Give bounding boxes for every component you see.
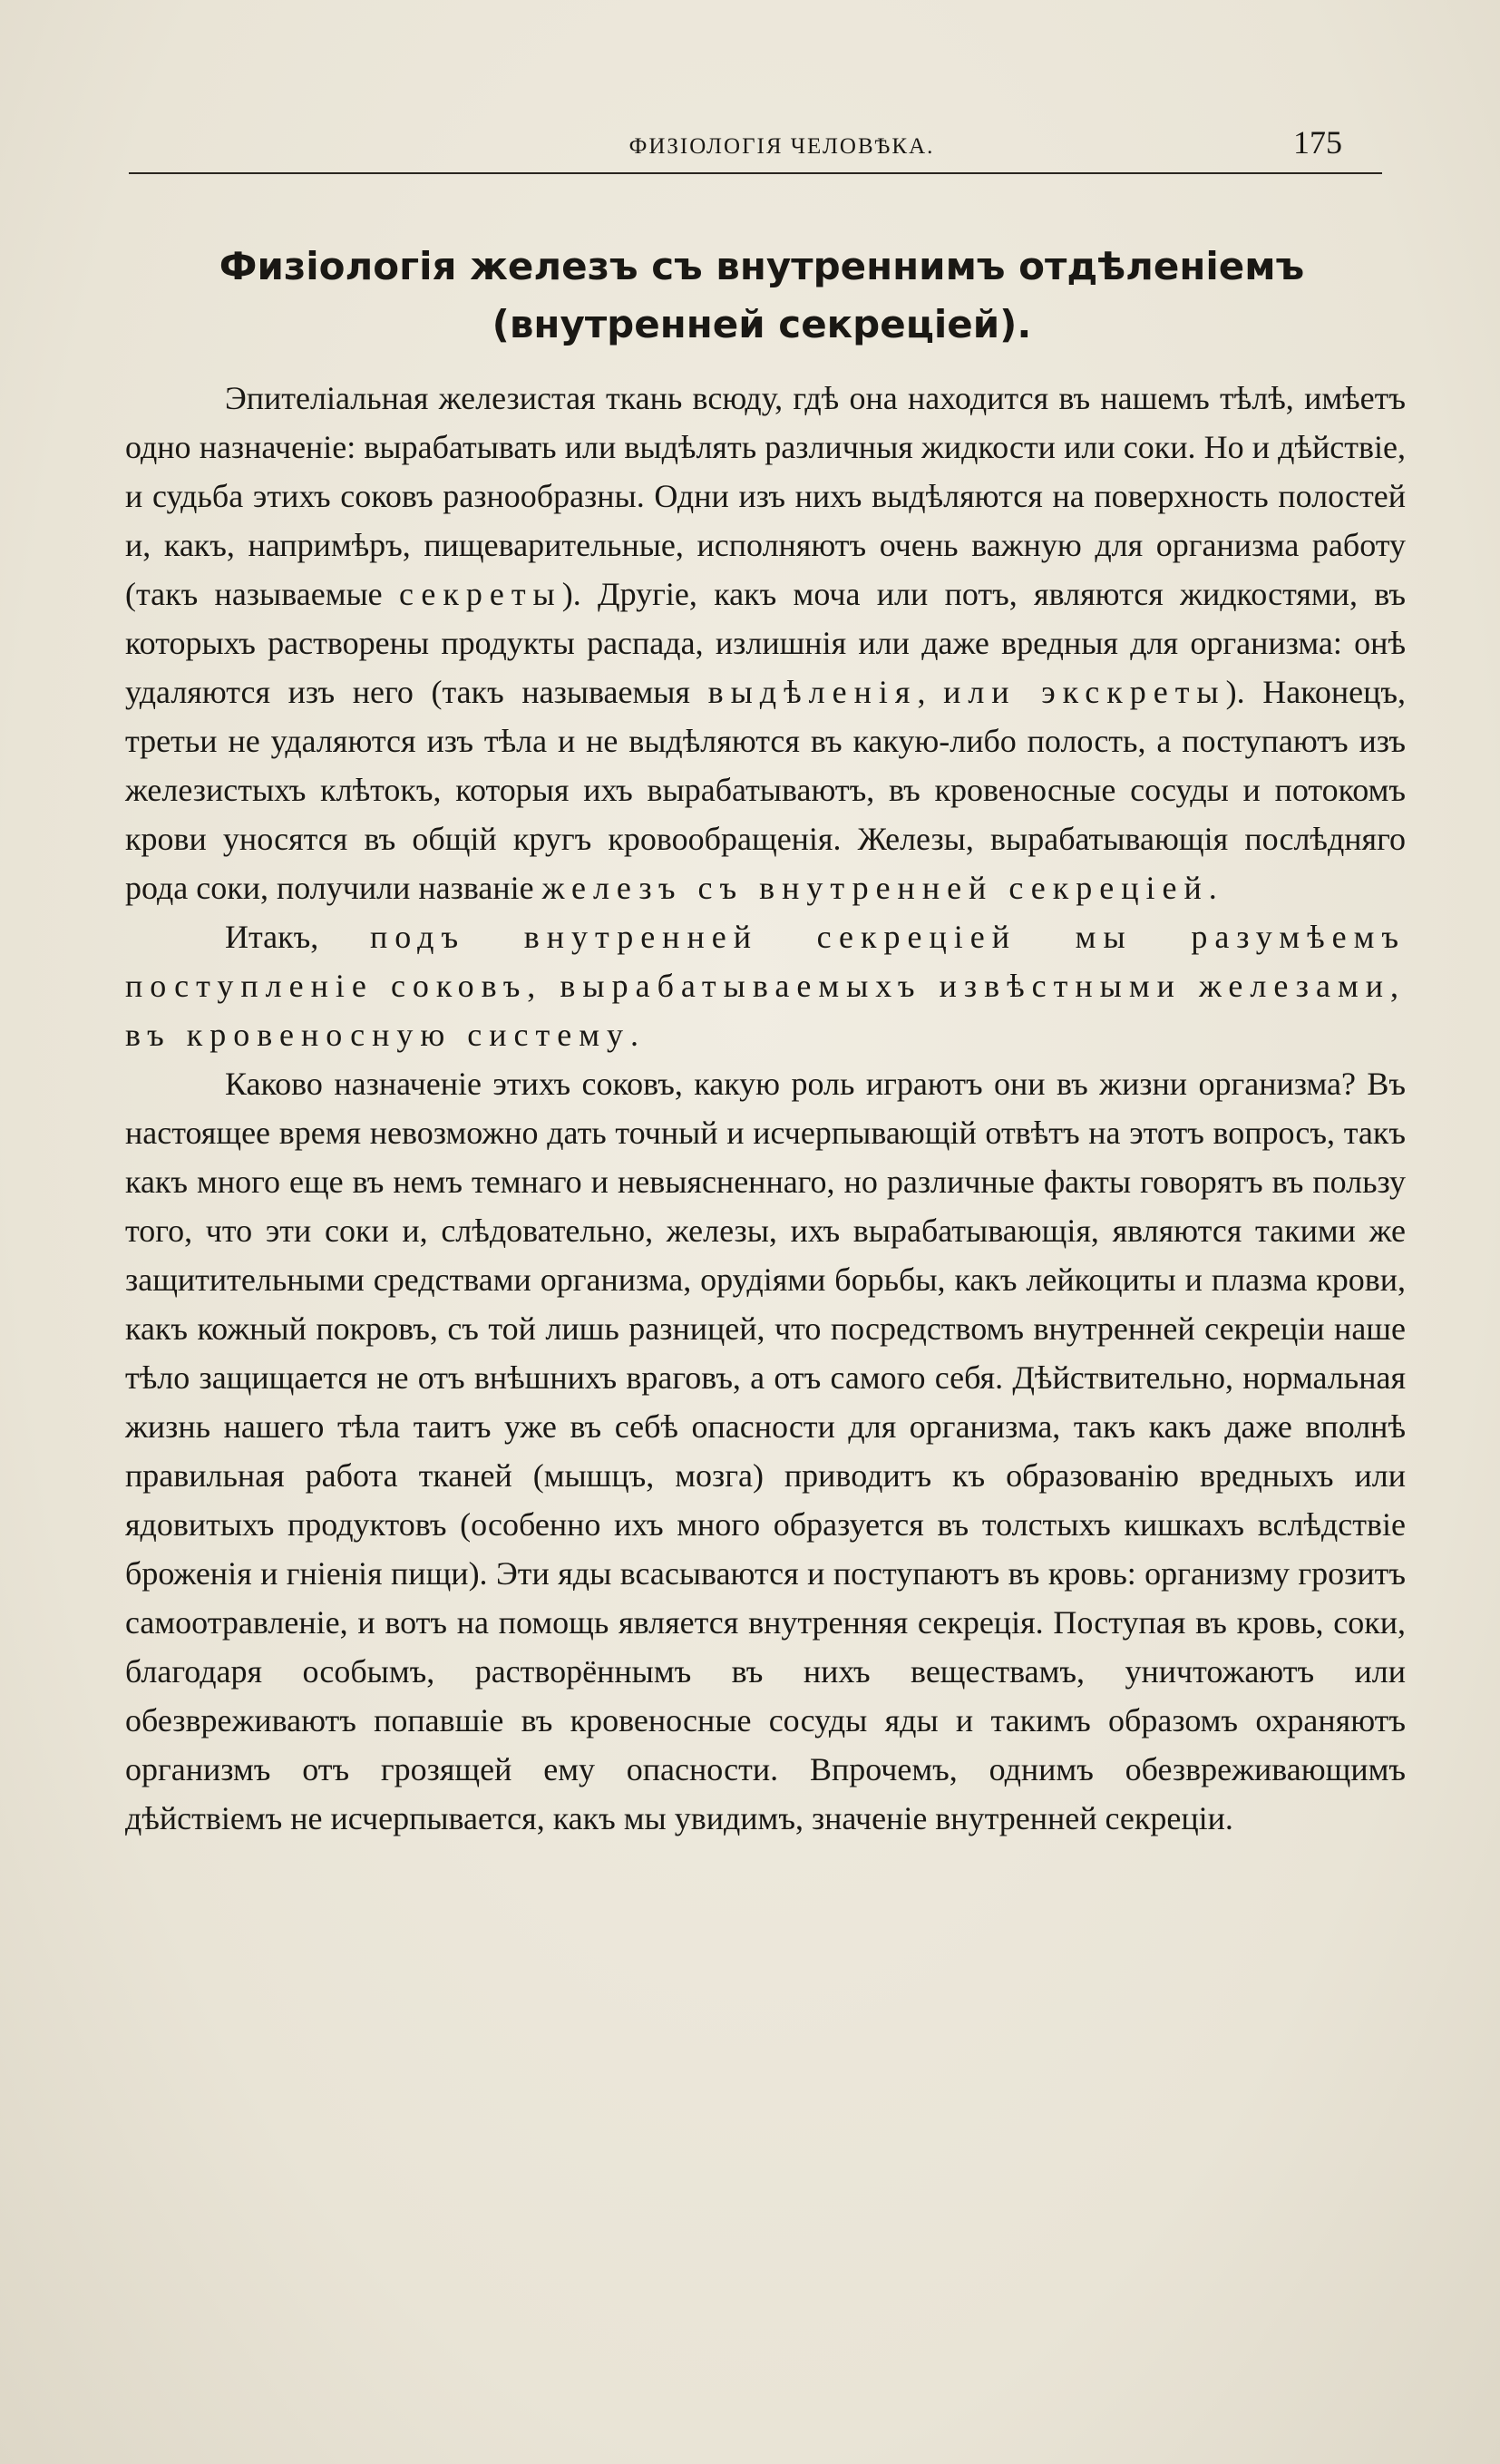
running-header (129, 118, 1382, 174)
page-number: 175 (1293, 124, 1342, 161)
text-run: Эпителіальная железистая ткань всюду, гдѣ она находится въ нашемъ тѣлѣ, имѣетъ одно назначеніе: вырабатывать или выдѣлять различныя жидкости или соки. Но и дѣйствіе, и судьба этихъ соковъ разнообразны. Одни изъ нихъ выдѣляются на поверхность полостей и, какъ, напримѣръ, пищеварительные, исполняютъ очень важную для организма работу (такъ называемые (125, 380, 1406, 612)
spaced-emphasis: железъ съ внутренней секреціей (541, 870, 1209, 906)
text-run: , (917, 674, 944, 710)
paragraph (125, 912, 1406, 1059)
spaced-emphasis: подъ внутренней секреціей мы разумѣемъ поступленіе соковъ, вырабатываемыхъ извѣстными железами, въ кровеносную систему (125, 919, 1406, 1053)
text-run: . (630, 1017, 638, 1053)
text-run: ). Наконецъ, третьи не удаляются изъ тѣла и не выдѣляются въ какую-либо полость, а поступаютъ изъ железистыхъ клѣтокъ, которыя ихъ вырабатываютъ, въ кровеносные сосуды и потокомъ крови уносятся въ общій кругъ кровообращенія. Железы, вырабатывающія послѣдняго рода соки, получили названіе (125, 674, 1406, 906)
paragraph (125, 1059, 1406, 1843)
spaced-emphasis: секреты (398, 576, 562, 612)
text-run: ). Другіе, какъ моча или потъ, являются жидкостями, въ которыхъ растворены продукты распада, излишнія или даже вредныя для организма: онѣ удаляются изъ него (такъ называемыя (125, 576, 1406, 710)
chapter-title: Физіологія железъ съ внутреннимъ отдѣленіемъ (внутренней секреціей). (219, 244, 1305, 346)
body-text (125, 374, 1406, 1843)
text-run: Каково назначеніе этихъ соковъ, какую роль играютъ они въ жизни организма? Въ настоящее время невозможно дать точный и исчерпывающій отвѣтъ на этотъ вопросъ, такъ какъ много еще въ немъ темнаго и невыясненнаго, но различные факты говорятъ въ пользу того, что эти соки и, слѣдовательно, железы, ихъ вырабатывающія, являются такими же защитительными средствами организма, орудіями борьбы, какъ лейкоциты и плазма крови, какъ кожный покровъ, съ той лишь разницей, что посредствомъ внутренней секреціи наше тѣло защищается не отъ внѣшнихъ враговъ, а отъ самого себя. Дѣйствительно, нормальная жизнь нашего тѣла таитъ уже въ себѣ опасности для организма, такъ какъ даже вполнѣ правильная работа тканей (мышцъ, мозга) приводитъ къ образованію вредныхъ или ядовитыхъ продуктовъ (особенно ихъ много образуется въ толстыхъ кишкахъ вслѣдствіе броженія и гніенія пищи). Эти яды всасываются и поступаютъ въ кровь: организму грозитъ самоотравленіе, и вотъ на помощь является внутренняя секреція. Поступая въ кровь, соки, благодаря особымъ, растворённымъ въ нихъ веществамъ, уничтожаютъ или обезвреживаютъ попавшіе въ кровеносные сосуды яды и такимъ образомъ охраняютъ организмъ отъ грозящей ему опасности. Впрочемъ, однимъ обезвреживающимъ дѣйствіемъ не исчерпывается, какъ мы увидимъ, значеніе внутренней секреціи. (125, 1066, 1406, 1836)
paragraph (125, 374, 1406, 912)
spaced-emphasis: выдѣленія (707, 674, 918, 710)
spaced-emphasis: или экскреты (943, 674, 1226, 710)
running-title: ФИЗІОЛОГІЯ ЧЕЛОВѢКА. (628, 134, 935, 159)
text-run: . (1208, 870, 1217, 906)
text-run: Итакъ, (225, 919, 370, 955)
